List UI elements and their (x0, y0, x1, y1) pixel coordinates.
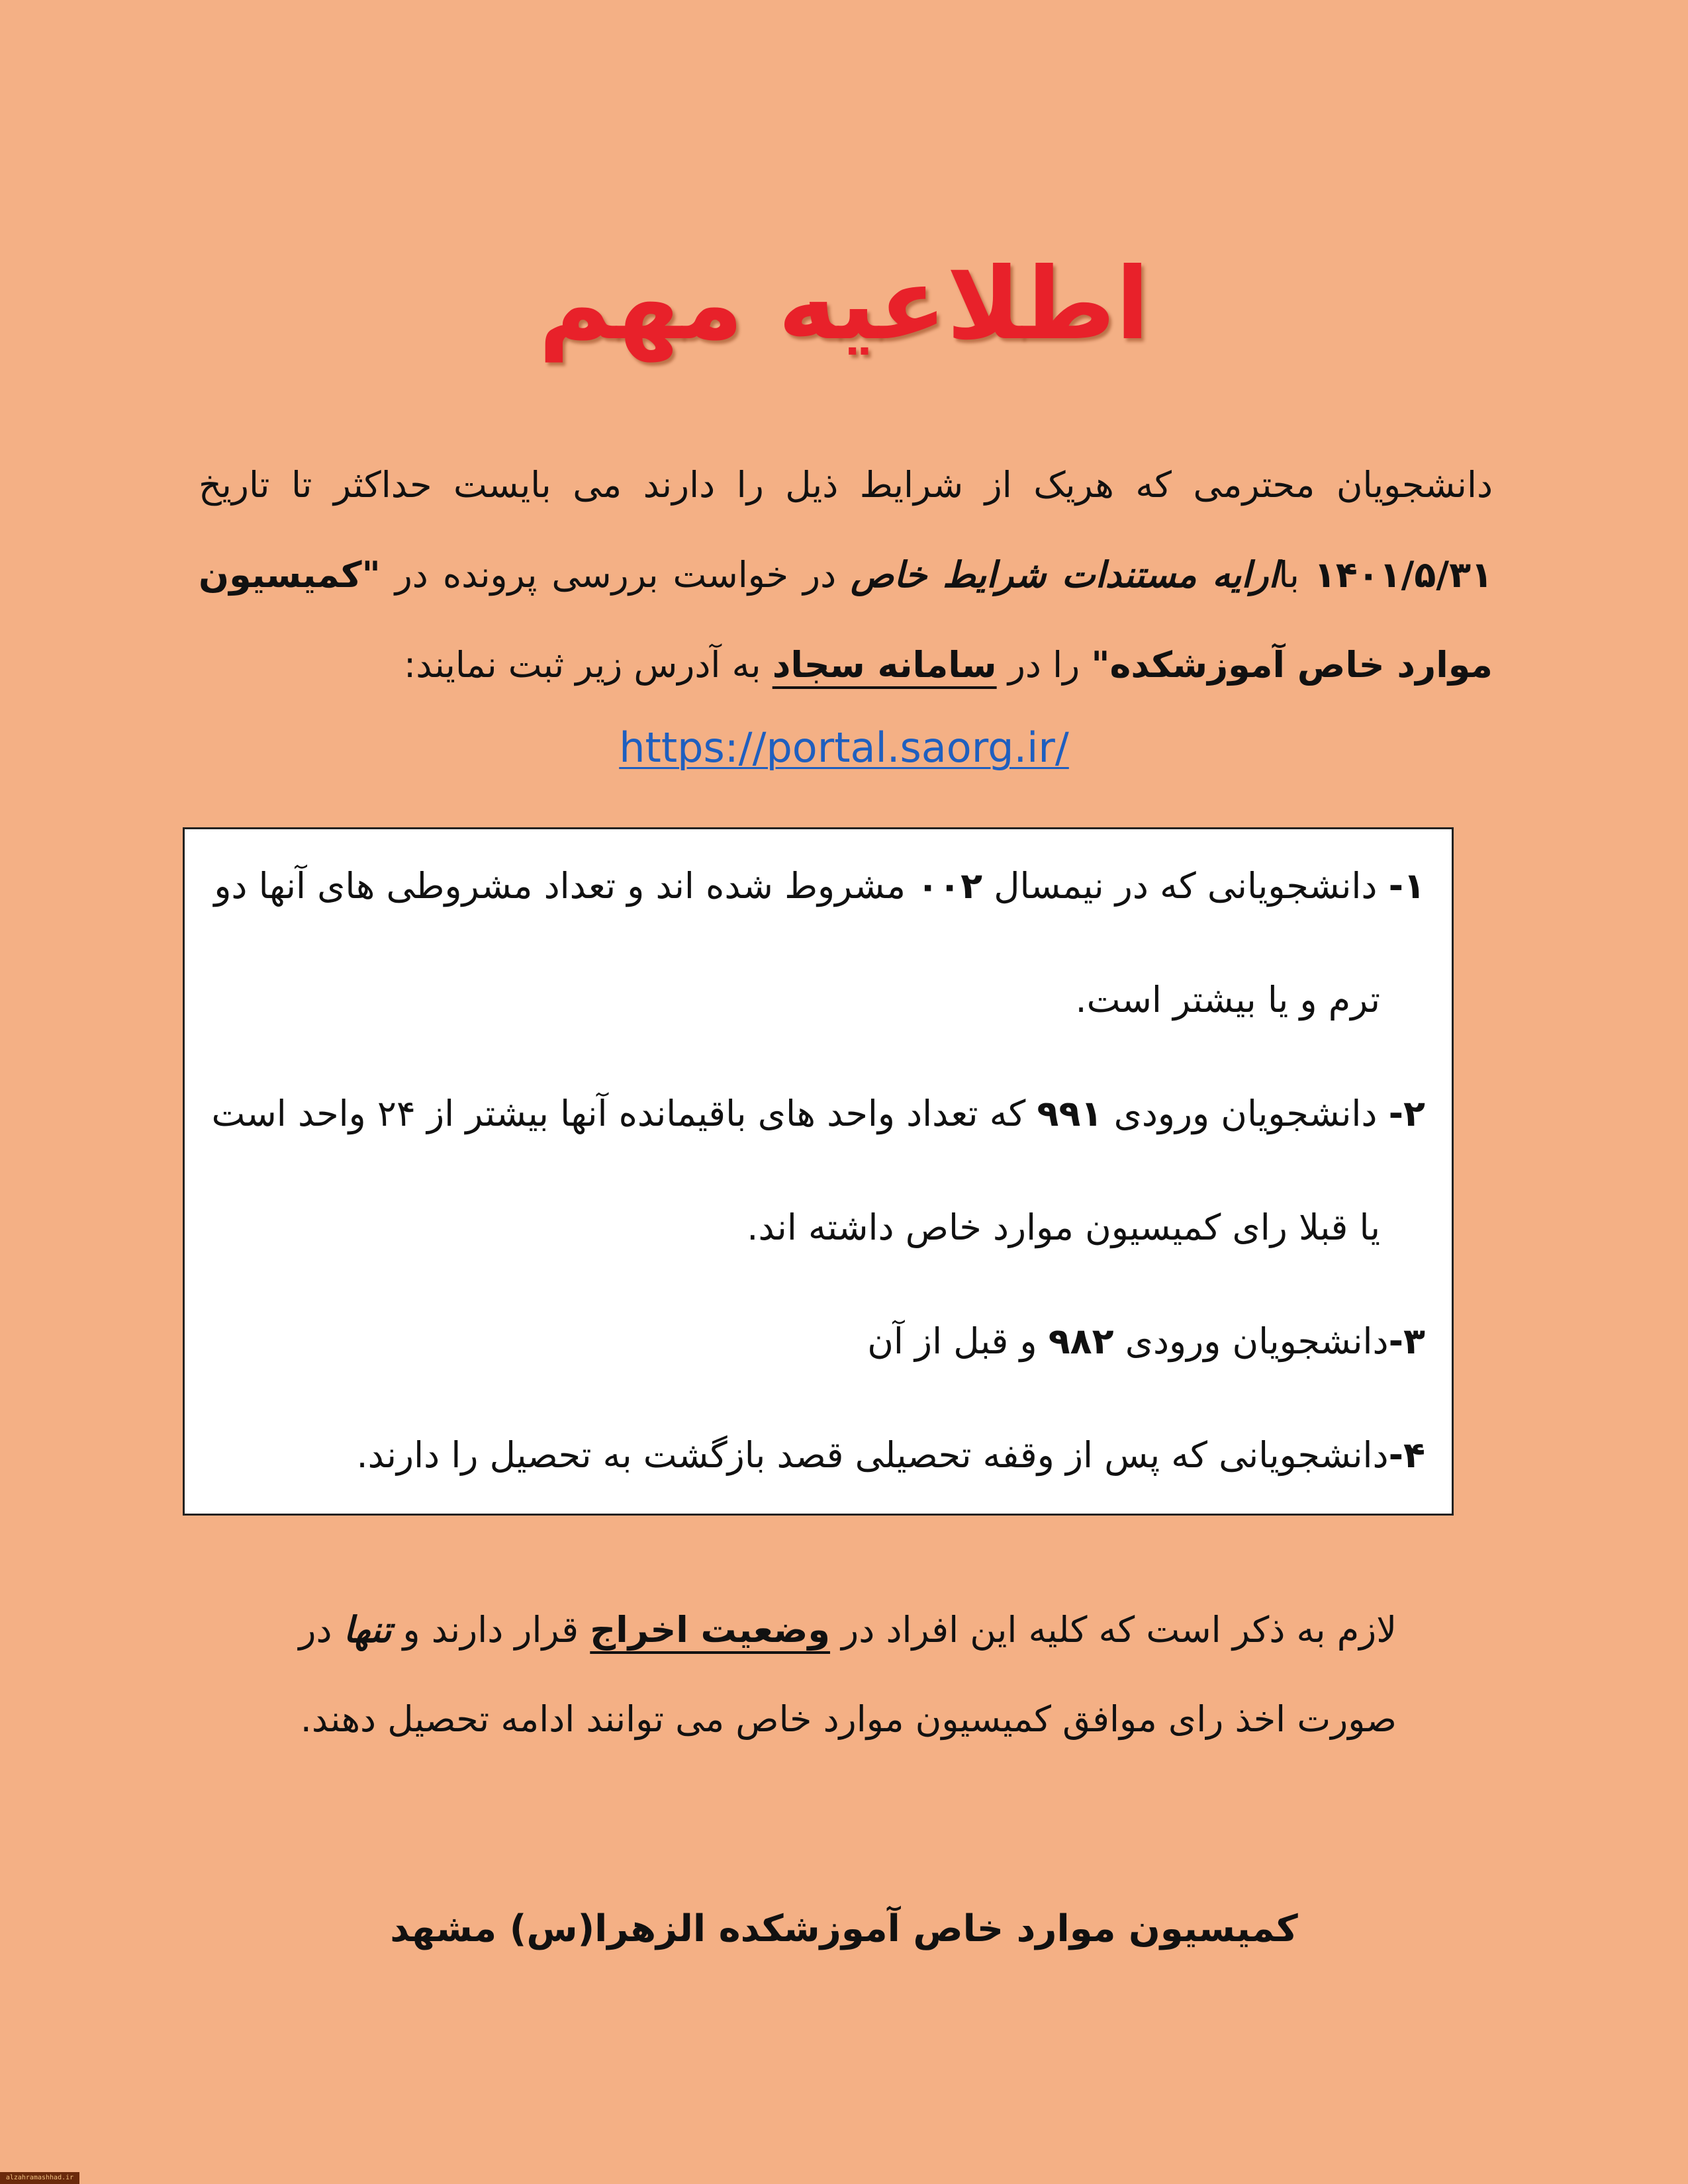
condition-text: دانشجویانی که پس از وقفه تحصیلی قصد بازگشت به تحصیل را دارند. (356, 1434, 1389, 1476)
required-documents: ارایه مستندات شرایط خاص (851, 554, 1279, 596)
intro-text-2: با (1278, 554, 1314, 596)
condition-text: که تعداد واحد های باقیمانده آنها بیشتر از ۲۴ واحد است (211, 1093, 1037, 1134)
condition-number: ۳- (1388, 1320, 1425, 1362)
note-text-2: قرار دارند و (391, 1609, 590, 1651)
condition-text: دانشجویانی که در نیمسال (982, 865, 1389, 907)
page-title: اطلاعیه مهم (538, 247, 1150, 362)
condition-item (205, 1398, 1425, 1512)
condition-highlight: ۰۰۲ (917, 865, 983, 907)
intro-text-3: در خواست بررسی پرونده در (380, 554, 851, 596)
site-watermark: alzahramashhad.ir (0, 2172, 79, 2184)
note-text-1: لازم به ذکر است که کلیه این افراد در (829, 1609, 1397, 1651)
intro-text-1: دانشجویان محترمی که هریک از شرایط ذیل را دارند می بایست حداکثر تا تاریخ (199, 464, 1493, 506)
expulsion-status: وضعیت اخراج (590, 1609, 830, 1651)
condition-number: ۲- (1388, 1093, 1425, 1134)
conditions-box (183, 827, 1454, 1516)
commission-name: "کمیسیون موارد خاص آموزشکده" (199, 554, 1493, 686)
condition-highlight: ۹۸۲ (1048, 1320, 1114, 1362)
condition-continuation: یا قبلا رای کمیسیون موارد خاص داشته اند. (747, 1206, 1380, 1248)
sajad-system: سامانه سجاد (772, 644, 997, 686)
intro-text-4: را در (996, 644, 1092, 686)
condition-text: دانشجویان ورودی (1113, 1320, 1389, 1362)
condition-text: مشروط شده اند و تعداد مشروطی های آنها دو (214, 865, 917, 907)
deadline-date: ۱۴۰۱/۵/۳۱ (1313, 554, 1493, 596)
condition-item (205, 1057, 1425, 1285)
signature: کمیسیون موارد خاص آموزشکده الزهرا(س) مشهد (390, 1907, 1298, 1950)
condition-text: دانشجویان ورودی (1102, 1093, 1389, 1134)
portal-link-row (0, 711, 1688, 784)
condition-item (205, 1285, 1425, 1398)
condition-continuation: ترم و یا بیشتر است. (1075, 979, 1380, 1021)
only-emphasis: تنها (343, 1609, 392, 1651)
note-paragraph (199, 1585, 1397, 1764)
note-text-3: در صورت اخذ رای موافق کمیسیون موارد خاص می توانند ادامه تحصیل دهند. (299, 1609, 1397, 1740)
condition-number: ۱- (1388, 865, 1425, 907)
condition-text: و قبل از آن (867, 1320, 1049, 1362)
portal-link[interactable]: https://portal.saorg.ir/ (619, 723, 1069, 772)
condition-highlight: ۹۹۱ (1037, 1093, 1103, 1134)
intro-text-5: به آدرس زیر ثبت نمایند: (404, 644, 773, 686)
intro-paragraph (199, 440, 1493, 710)
condition-item (205, 829, 1425, 1057)
condition-number: ۴- (1388, 1434, 1425, 1476)
